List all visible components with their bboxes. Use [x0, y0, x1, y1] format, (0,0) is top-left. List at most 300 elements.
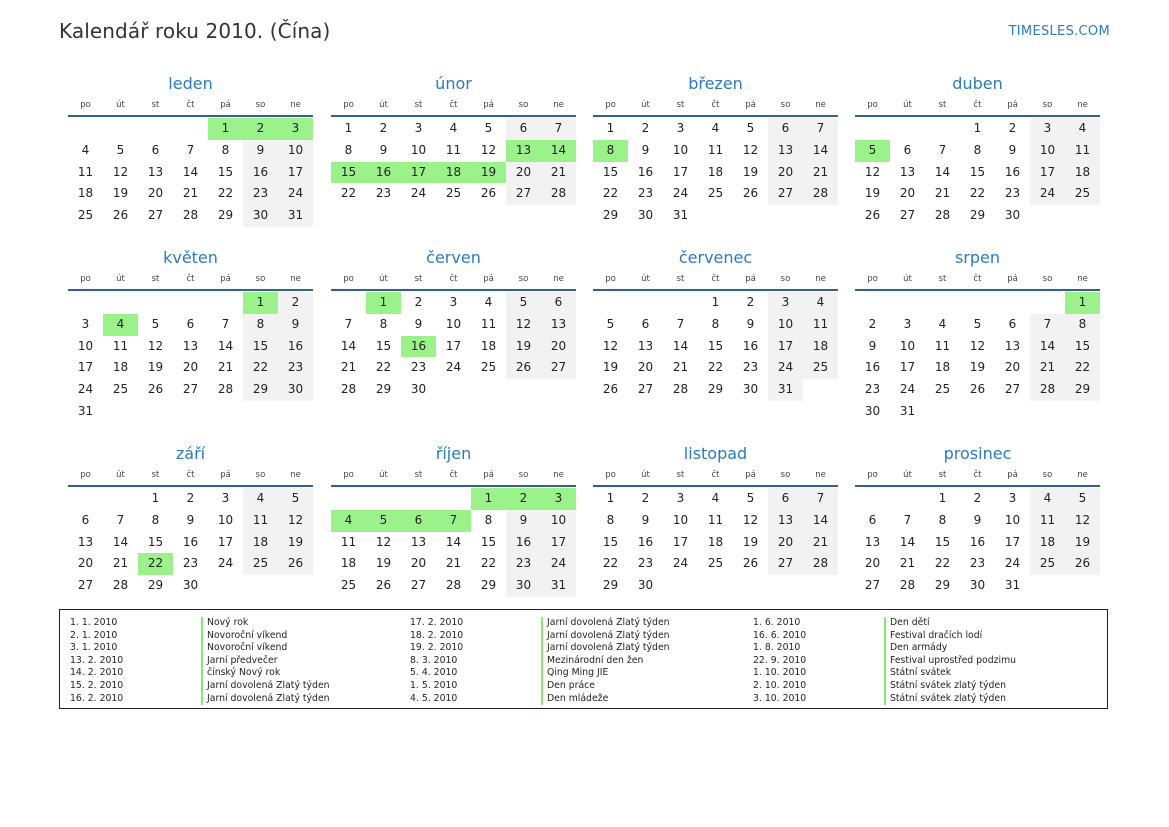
day-cell: 25 — [445, 186, 462, 201]
day-cell: 26 — [1065, 553, 1100, 575]
weekday-label: so — [518, 274, 529, 284]
day-cell: 30 — [864, 403, 881, 418]
day-cell: 26 — [112, 208, 129, 223]
weekday-label: čt — [449, 100, 458, 110]
day-cell: 26 — [969, 382, 986, 397]
day-cell: 15 — [217, 164, 234, 179]
holiday-date: 13. 2. 2010 — [70, 654, 124, 666]
weekday-header — [855, 272, 1100, 286]
holiday-name: Qing Ming JIE — [541, 667, 670, 680]
day-cell: 16 — [506, 532, 541, 554]
empty-cell — [173, 292, 208, 314]
month-divider — [855, 115, 1100, 117]
day-cell: 25 — [112, 382, 129, 397]
day-cell: 12 — [147, 338, 164, 353]
weekday-label: pá — [220, 470, 231, 480]
day-cell: 23 — [637, 186, 654, 201]
day-cell: 6 — [868, 512, 877, 527]
day-cell: 3 — [1008, 491, 1017, 505]
day-cell: 11 — [340, 534, 357, 549]
month-name: říjen — [435, 444, 472, 463]
weekday-header — [68, 468, 313, 482]
day-cell: 30 — [182, 578, 199, 593]
day-cell: 8 — [711, 316, 720, 331]
day-cell: 3 — [676, 121, 685, 135]
day-cell: 11 — [77, 164, 94, 179]
empty-cell — [890, 488, 925, 510]
day-cell: 7 — [116, 512, 125, 527]
day-cell: 24 — [445, 360, 462, 375]
weekday-label: pá — [1007, 100, 1018, 110]
day-cell: 20 — [77, 556, 94, 571]
day-cell: 5 — [1065, 488, 1100, 510]
day-cell: 22 — [243, 357, 278, 379]
weekday-label: út — [379, 274, 388, 284]
day-cell: 22 — [480, 556, 497, 571]
day-cell: 8 — [938, 512, 947, 527]
day-cell: 2 — [641, 121, 650, 135]
day-cell: 29 — [375, 382, 392, 397]
day-cell: 26 — [480, 186, 497, 201]
weekday-label: út — [641, 274, 650, 284]
day-cell: 26 — [742, 186, 759, 201]
site-link[interactable]: TIMESLES.COM — [1008, 24, 1110, 39]
holiday-name: Státní svátek zlatý týden — [884, 680, 1016, 693]
day-cell: 17 — [278, 162, 313, 184]
empty-cell — [855, 118, 890, 140]
empty-cell — [103, 292, 138, 314]
day-cell: 21 — [803, 162, 838, 184]
day-cell: 17 — [672, 164, 689, 179]
day-cell: 25 — [480, 360, 497, 375]
day-cell-holiday: 1 — [471, 488, 506, 510]
day-cell: 24 — [410, 186, 427, 201]
day-cell: 30 — [506, 575, 541, 597]
empty-cell — [1030, 292, 1065, 314]
day-cell: 11 — [803, 314, 838, 336]
holiday-date-column — [753, 617, 806, 705]
weekday-label: so — [1042, 470, 1053, 480]
day-cell: 20 — [506, 162, 541, 184]
day-cell: 14 — [217, 338, 234, 353]
day-cell: 27 — [637, 382, 654, 397]
day-cell: 13 — [147, 164, 164, 179]
weekday-label: st — [151, 274, 160, 284]
day-cell-holiday: 4 — [103, 314, 138, 336]
day-cell: 27 — [864, 578, 881, 593]
empty-cell — [995, 292, 1030, 314]
day-cell: 17 — [899, 360, 916, 375]
holiday-date-column — [410, 617, 463, 705]
day-cell: 6 — [768, 118, 803, 140]
month-2 — [331, 73, 576, 205]
day-cell: 7 — [803, 488, 838, 510]
day-cell: 11 — [243, 510, 278, 532]
month-name: srpen — [954, 248, 1001, 267]
day-cell: 27 — [506, 183, 541, 205]
holiday-date: 5. 4. 2010 — [410, 667, 458, 679]
day-cell: 25 — [77, 208, 94, 223]
day-cell: 29 — [602, 208, 619, 223]
holiday-date: 17. 2. 2010 — [410, 617, 464, 628]
month-name: duben — [952, 74, 1003, 93]
day-grid — [593, 118, 838, 227]
holiday-name: Novoroční víkend — [201, 642, 330, 655]
day-cell: 15 — [602, 164, 619, 179]
day-cell: 24 — [278, 183, 313, 205]
empty-cell — [208, 292, 243, 314]
day-cell: 4 — [711, 491, 720, 505]
day-cell: 19 — [742, 534, 759, 549]
day-cell: 22 — [375, 360, 392, 375]
day-cell: 17 — [77, 360, 94, 375]
weekday-label: st — [414, 274, 423, 284]
day-cell: 14 — [340, 338, 357, 353]
weekday-label: čt — [973, 470, 982, 480]
day-cell: 16 — [742, 338, 759, 353]
month-name: červenec — [678, 248, 753, 267]
day-cell: 4 — [484, 295, 493, 309]
day-cell: 7 — [344, 316, 353, 331]
day-cell: 21 — [899, 556, 916, 571]
day-cell: 5 — [278, 488, 313, 510]
day-cell: 16 — [182, 534, 199, 549]
day-cell-holiday: 5 — [366, 510, 401, 532]
day-cell: 31 — [1004, 578, 1021, 593]
holiday-date: 16. 6. 2010 — [753, 629, 807, 641]
day-cell: 14 — [803, 140, 838, 162]
weekday-label: po — [343, 100, 354, 110]
day-cell: 21 — [182, 186, 199, 201]
day-cell: 15 — [147, 534, 164, 549]
day-cell: 22 — [340, 186, 357, 201]
day-cell: 9 — [746, 316, 755, 331]
day-cell: 23 — [375, 186, 392, 201]
weekday-label: po — [605, 100, 616, 110]
day-cell: 5 — [973, 316, 982, 331]
day-cell: 23 — [637, 556, 654, 571]
day-cell: 30 — [637, 208, 654, 223]
holiday-name: Státní svátek — [884, 667, 1016, 680]
day-cell: 24 — [541, 553, 576, 575]
day-cell: 27 — [1004, 382, 1021, 397]
day-cell: 17 — [1004, 534, 1021, 549]
day-cell: 20 — [410, 556, 427, 571]
day-cell: 3 — [449, 295, 458, 309]
month-divider — [593, 485, 838, 487]
day-cell: 7 — [186, 142, 195, 157]
day-cell: 17 — [541, 532, 576, 554]
day-cell: 29 — [243, 379, 278, 401]
day-cell: 29 — [602, 578, 619, 593]
day-cell: 25 — [1065, 183, 1100, 205]
weekday-label: út — [379, 100, 388, 110]
holiday-date: 1. 1. 2010 — [70, 617, 118, 628]
day-grid — [331, 118, 576, 205]
day-cell: 13 — [1004, 338, 1021, 353]
day-cell: 2 — [641, 491, 650, 505]
weekday-label: st — [676, 274, 685, 284]
day-cell: 28 — [672, 382, 689, 397]
day-cell: 10 — [217, 512, 234, 527]
day-cell: 4 — [938, 316, 947, 331]
weekday-label: ne — [1077, 100, 1088, 110]
month-divider — [331, 289, 576, 291]
day-cell: 16 — [637, 164, 654, 179]
holiday-date: 8. 3. 2010 — [410, 654, 458, 666]
holiday-name: Jarní dovolená Zlatý týden — [541, 630, 670, 643]
holiday-name: Jarní předvečer — [201, 655, 330, 668]
weekday-label: ne — [290, 470, 301, 480]
weekday-label: ne — [815, 274, 826, 284]
day-cell: 14 — [803, 510, 838, 532]
day-cell: 11 — [707, 512, 724, 527]
day-cell: 25 — [1030, 553, 1065, 575]
day-cell: 2 — [379, 121, 388, 135]
day-cell: 29 — [480, 578, 497, 593]
day-cell-holiday: 19 — [471, 162, 506, 184]
weekday-label: ne — [815, 100, 826, 110]
day-cell: 24 — [1030, 183, 1065, 205]
day-cell: 1 — [344, 121, 353, 135]
day-cell: 3 — [1030, 118, 1065, 140]
day-cell: 6 — [768, 488, 803, 510]
weekday-label: út — [903, 470, 912, 480]
month-name: prosinec — [943, 444, 1012, 463]
day-cell: 7 — [221, 316, 230, 331]
day-cell: 14 — [182, 164, 199, 179]
month-divider — [68, 289, 313, 291]
month-divider — [593, 289, 838, 291]
weekday-label: st — [151, 470, 160, 480]
holiday-name: čínský Nový rok — [201, 667, 330, 680]
weekday-label: út — [116, 470, 125, 480]
weekday-label: st — [414, 100, 423, 110]
holiday-name: Den armády — [884, 642, 1016, 655]
day-cell: 23 — [410, 360, 427, 375]
day-cell: 21 — [340, 360, 357, 375]
day-cell: 16 — [864, 360, 881, 375]
day-cell: 3 — [676, 491, 685, 505]
day-cell: 17 — [445, 338, 462, 353]
day-grid — [855, 118, 1100, 227]
empty-cell — [663, 292, 698, 314]
day-cell: 28 — [803, 183, 838, 205]
day-cell: 27 — [147, 208, 164, 223]
day-cell-holiday: 3 — [278, 118, 313, 140]
day-cell: 4 — [81, 142, 90, 157]
day-cell: 5 — [506, 292, 541, 314]
weekday-header — [68, 272, 313, 286]
day-cell: 14 — [112, 534, 129, 549]
holiday-name-column — [201, 617, 330, 705]
day-cell: 10 — [541, 510, 576, 532]
day-cell: 30 — [243, 205, 278, 227]
weekday-label: so — [518, 100, 529, 110]
empty-cell — [68, 488, 103, 510]
day-cell: 29 — [217, 208, 234, 223]
day-cell: 11 — [707, 142, 724, 157]
holiday-name: Jarní dovolená Zlatý týden — [201, 680, 330, 693]
day-cell-holiday: 1 — [208, 118, 243, 140]
weekday-label: pá — [1007, 470, 1018, 480]
weekday-label: pá — [483, 274, 494, 284]
weekday-label: čt — [186, 100, 195, 110]
weekday-label: so — [255, 100, 266, 110]
day-cell: 19 — [864, 186, 881, 201]
month-divider — [68, 485, 313, 487]
month-name: únor — [435, 74, 472, 93]
empty-cell — [138, 292, 173, 314]
day-cell-holiday: 15 — [331, 162, 366, 184]
day-cell-holiday: 7 — [436, 510, 471, 532]
holiday-date: 4. 5. 2010 — [410, 692, 458, 704]
weekday-label: po — [605, 470, 616, 480]
day-cell: 21 — [672, 360, 689, 375]
day-cell: 11 — [1065, 140, 1100, 162]
day-cell: 12 — [742, 512, 759, 527]
weekday-label: po — [80, 100, 91, 110]
day-cell-holiday: 1 — [243, 292, 278, 314]
weekday-label: čt — [711, 100, 720, 110]
month-name: září — [175, 444, 206, 463]
day-cell: 23 — [182, 556, 199, 571]
day-cell: 28 — [899, 578, 916, 593]
weekday-label: so — [780, 100, 791, 110]
day-cell: 18 — [707, 534, 724, 549]
weekday-label: čt — [186, 470, 195, 480]
day-cell: 7 — [676, 316, 685, 331]
weekday-label: so — [1042, 100, 1053, 110]
day-cell: 13 — [768, 510, 803, 532]
holiday-date: 3. 10. 2010 — [753, 692, 807, 704]
weekday-label: po — [605, 274, 616, 284]
day-cell: 22 — [1065, 357, 1100, 379]
day-cell: 19 — [147, 360, 164, 375]
weekday-label: pá — [483, 100, 494, 110]
month-divider — [331, 485, 576, 487]
day-cell: 26 — [742, 556, 759, 571]
empty-cell — [628, 292, 663, 314]
empty-cell — [855, 292, 890, 314]
holiday-date: 3. 1. 2010 — [70, 642, 118, 654]
day-cell-holiday: 17 — [401, 162, 436, 184]
day-cell: 18 — [340, 556, 357, 571]
empty-cell — [103, 488, 138, 510]
day-cell: 23 — [742, 360, 759, 375]
weekday-label: st — [938, 100, 947, 110]
empty-cell — [925, 118, 960, 140]
day-cell: 12 — [112, 164, 129, 179]
weekday-header — [331, 98, 576, 112]
day-cell: 9 — [641, 142, 650, 157]
day-cell: 2 — [1008, 121, 1017, 135]
day-cell: 1 — [711, 295, 720, 309]
empty-cell — [436, 488, 471, 510]
day-cell: 9 — [414, 316, 423, 331]
weekday-header — [855, 468, 1100, 482]
month-name: listopad — [683, 444, 748, 463]
day-cell: 30 — [969, 578, 986, 593]
day-cell: 30 — [410, 382, 427, 397]
day-cell-holiday: 16 — [401, 336, 436, 358]
weekday-label: ne — [290, 100, 301, 110]
weekday-label: út — [903, 100, 912, 110]
month-name: červen — [426, 248, 481, 267]
day-cell: 24 — [672, 556, 689, 571]
day-cell: 30 — [278, 379, 313, 401]
day-cell: 31 — [899, 403, 916, 418]
empty-cell — [401, 488, 436, 510]
weekday-label: pá — [745, 100, 756, 110]
day-cell: 26 — [147, 382, 164, 397]
day-cell: 4 — [803, 292, 838, 314]
day-cell: 9 — [186, 512, 195, 527]
day-cell: 27 — [768, 183, 803, 205]
empty-cell — [331, 488, 366, 510]
day-cell-holiday: 18 — [436, 162, 471, 184]
weekday-label: ne — [553, 274, 564, 284]
day-cell: 19 — [375, 556, 392, 571]
day-cell: 11 — [1030, 510, 1065, 532]
weekday-label: út — [379, 470, 388, 480]
month-12 — [855, 443, 1100, 597]
day-cell: 21 — [803, 532, 838, 554]
day-cell-holiday: 22 — [138, 553, 173, 575]
day-cell: 6 — [151, 142, 160, 157]
holiday-name: Mezinárodní den žen — [541, 655, 670, 668]
day-cell: 9 — [278, 314, 313, 336]
day-cell: 29 — [707, 382, 724, 397]
weekday-label: st — [151, 100, 160, 110]
day-cell: 28 — [445, 578, 462, 593]
day-cell-holiday: 8 — [593, 140, 628, 162]
day-cell: 8 — [973, 142, 982, 157]
day-cell: 27 — [77, 578, 94, 593]
weekday-label: ne — [553, 100, 564, 110]
day-cell: 14 — [934, 164, 951, 179]
day-cell-holiday: 1 — [1065, 292, 1100, 314]
day-cell: 25 — [934, 382, 951, 397]
day-cell: 20 — [864, 556, 881, 571]
holiday-name: Den dětí — [884, 617, 1016, 630]
day-cell: 25 — [340, 578, 357, 593]
holiday-name: Jarní dovolená Zlatý týden — [541, 642, 670, 655]
day-cell: 5 — [484, 121, 493, 135]
day-cell: 19 — [602, 360, 619, 375]
day-cell: 19 — [742, 164, 759, 179]
weekday-label: pá — [220, 100, 231, 110]
day-cell: 10 — [1004, 512, 1021, 527]
day-cell: 5 — [151, 316, 160, 331]
day-grid — [593, 488, 838, 597]
day-cell: 21 — [112, 556, 129, 571]
day-cell: 26 — [602, 382, 619, 397]
day-cell: 9 — [506, 510, 541, 532]
holiday-list — [59, 609, 1108, 709]
weekday-label: po — [867, 470, 878, 480]
day-cell: 13 — [77, 534, 94, 549]
weekday-label: ne — [815, 470, 826, 480]
day-cell: 6 — [1008, 316, 1017, 331]
day-cell: 12 — [742, 142, 759, 157]
day-cell-holiday: 4 — [331, 510, 366, 532]
day-cell: 19 — [1065, 532, 1100, 554]
day-cell: 6 — [541, 292, 576, 314]
day-cell: 2 — [746, 295, 755, 309]
day-cell: 29 — [969, 208, 986, 223]
day-cell: 15 — [934, 534, 951, 549]
